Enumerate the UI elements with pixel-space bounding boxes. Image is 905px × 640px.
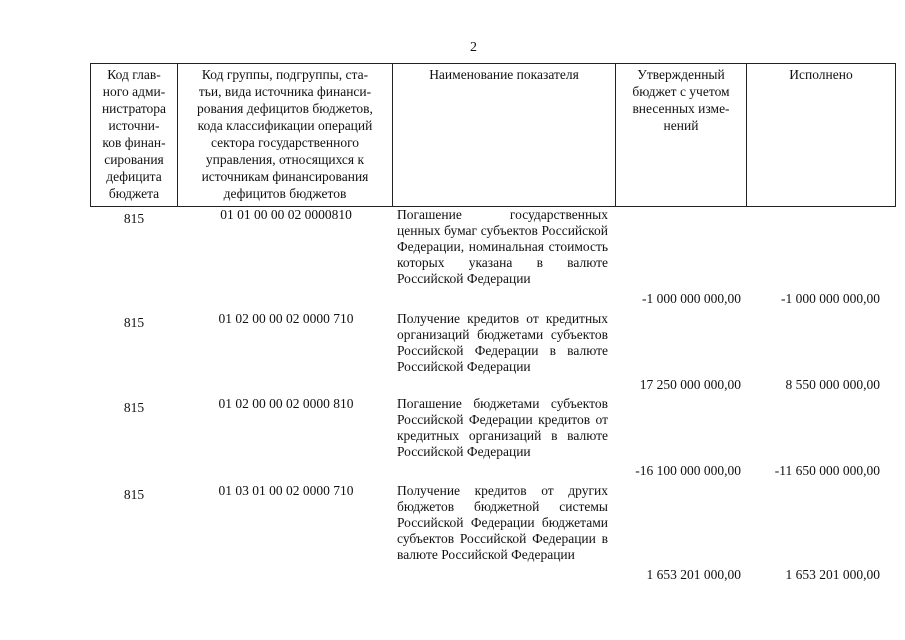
executed-amount: 1 653 201 000,00 [785, 567, 880, 582]
indicator-name: Получение кредитов от кредитных организаций бюджетами субъектов Российской Федерации в валюте Российской Федерации [397, 311, 608, 374]
approved-amount: 1 653 201 000,00 [646, 567, 741, 582]
executed-amount: 8 550 000 000,00 [785, 377, 880, 392]
header-admin-code: Код глав- ного адми- нистратора источни- ков финан- сирования дефицита бюджета [91, 64, 178, 207]
indicator-name: Погашение бюджетами субъектов Российской Федерации кредитов от кредитных организаций в валюте Российской Федерации [397, 396, 608, 459]
admin-code: 815 [123, 487, 145, 502]
classification-code: 01 01 00 00 02 0000810 [220, 207, 352, 222]
approved-amount: 17 250 000 000,00 [639, 377, 741, 392]
admin-code: 815 [123, 400, 145, 415]
indicator-name: Погашение государственных ценных бумаг субъектов Российской Федерации, номинальная стоимость которых указана в валюте Российской Федерации [397, 207, 608, 286]
header-group-code: Код группы, подгруппы, ста- тьи, вида источника финанси- рования дефицитов бюджетов, кода классификации операций сектора государственного управления, относящихся к источникам финансирования дефицитов бюджетов [178, 64, 393, 207]
header-approved-budget: Утвержденный бюджет с учетом внесенных изме- нений [616, 64, 747, 207]
executed-amount: -11 650 000 000,00 [774, 463, 880, 478]
admin-code: 815 [123, 315, 145, 330]
classification-code: 01 02 00 00 02 0000 710 [218, 311, 354, 326]
table-header [90, 63, 896, 207]
indicator-name: Получение кредитов от других бюджетов бюджетной системы Российской Федерации бюджетами субъектов Российской Федерации в валюте Российской Федерации [397, 483, 608, 562]
approved-amount: -16 100 000 000,00 [635, 463, 741, 478]
executed-amount: -1 000 000 000,00 [781, 291, 880, 306]
header-executed: Исполнено [747, 64, 896, 207]
classification-code: 01 03 01 00 02 0000 710 [218, 483, 354, 498]
approved-amount: -1 000 000 000,00 [642, 291, 741, 306]
header-indicator-name: Наименование показателя [393, 64, 616, 207]
classification-code: 01 02 00 00 02 0000 810 [218, 396, 354, 411]
admin-code: 815 [123, 211, 145, 226]
page-number: 2 [470, 40, 477, 55]
